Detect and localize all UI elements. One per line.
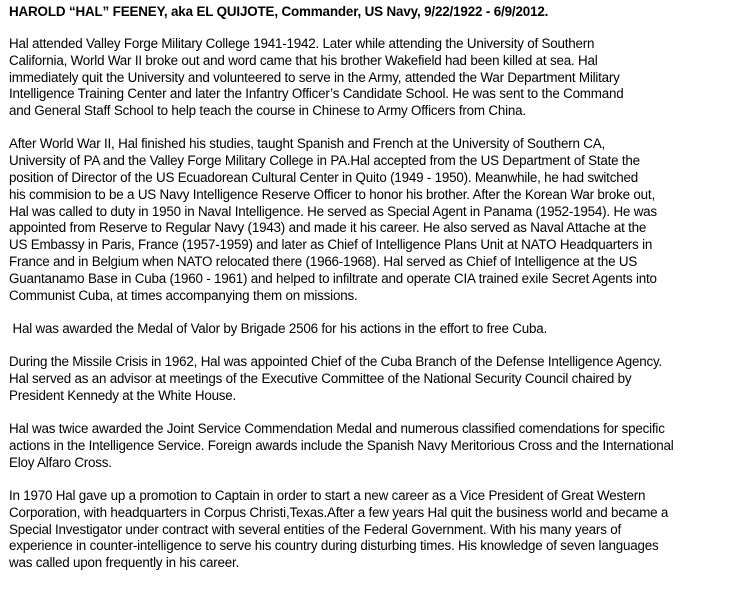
paragraph-medal-of-valor [9,321,736,338]
biography-document [9,3,736,589]
text-line: Corporation, with headquarters in Corpus Christi,Texas.After a few years Hal quit the business world and became a [9,504,669,520]
text-line: Hal served as an advisor at meetings of the Executive Committee of the National Security Council chaired by [9,371,632,387]
text-line: Hal attended Valley Forge Military College 1941-1942. Later while attending the University of Southern [9,36,595,51]
paragraph-missile-crisis [9,354,736,404]
paragraph-early-life [9,36,736,120]
text-line: experience in counter-intelligence to serve his country during disturbing times. His knowledge of seven languages [9,538,659,554]
text-line: President Kennedy at the White House. [9,387,237,403]
paragraph-postwar-career [9,136,736,304]
text-line: appointed from Reserve to Regular Navy (1943) and made it his career. He also served as Naval Attache at the [9,220,647,236]
text-line: his commision to be a US Navy Intelligence Reserve Officer to honor his brother. After the Korean War broke out, [9,186,655,202]
text-line: France and in Belgium when NATO relocated there (1966-1968). Hal served as Chief of Intelligence at the US [9,254,638,270]
text-line: Special Investigator under contract with several entities of the Federal Government. With his many years of [9,521,621,537]
text-line: immediately quit the University and volunteered to serve in the Army, attended the War Department Military [9,69,620,85]
text-line: University of PA and the Valley Forge Military College in PA.Hal accepted from the US Department of State the [9,153,640,169]
paragraph-later-career [9,488,736,572]
text-line: Intelligence Training Center and later the Infantry Officer’s Candidate School. He was sent to the Command [9,86,624,102]
text-line: California, World War II broke out and word came that his brother Wakefield had been killed at sea. Hal [9,52,598,68]
text-line: Guantanamo Base in Cuba (1960 - 1961) and helped to infiltrate and operate CIA trained exile Secret Agents into [9,270,657,286]
text-line: actions in the Intelligence Service. Foreign awards include the Spanish Navy Meritorious Cross and the International [9,437,674,453]
paragraph-awards [9,421,736,471]
text-line: position of Director of the US Ecuadorean Cultural Center in Quito (1949 - 1950). Meanwhile, he had switched [9,170,638,186]
text-line: and General Staff School to help teach the course in Chinese to Army Officers from China. [9,103,526,119]
text-line: In 1970 Hal gave up a promotion to Captain in order to start a new career as a Vice President of Great Western [9,488,646,504]
text-line: Communist Cuba, at times accompanying them on missions. [9,287,358,303]
text-line: Hal was called to duty in 1950 in Naval Intelligence. He served as Special Agent in Panama (1952-1954). He was [9,203,657,219]
text-line: Hal was twice awarded the Joint Service Commendation Medal and numerous classified comendations for specific [9,421,665,437]
document-title: HAROLD “HAL” FEENEY, aka EL QUIJOTE, Commander, US Navy, 9/22/1922 - 6/9/2012. [9,4,549,19]
text-line: During the Missile Crisis in 1962, Hal was appointed Chief of the Cuba Branch of the Defense Intelligence Agency. [9,354,663,370]
text-line: Hal was awarded the Medal of Valor by Brigade 2506 for his actions in the effort to free Cuba. [9,320,548,336]
text-line: After World War II, Hal finished his studies, taught Spanish and French at the University of Southern CA, [9,136,606,152]
text-line: was called upon frequently in his career. [9,555,239,571]
text-line: Eloy Alfaro Cross. [9,454,112,470]
text-line: US Embassy in Paris, France (1957-1959) and later as Chief of Intelligence Plans Unit at NATO Headquarters in [9,237,653,253]
